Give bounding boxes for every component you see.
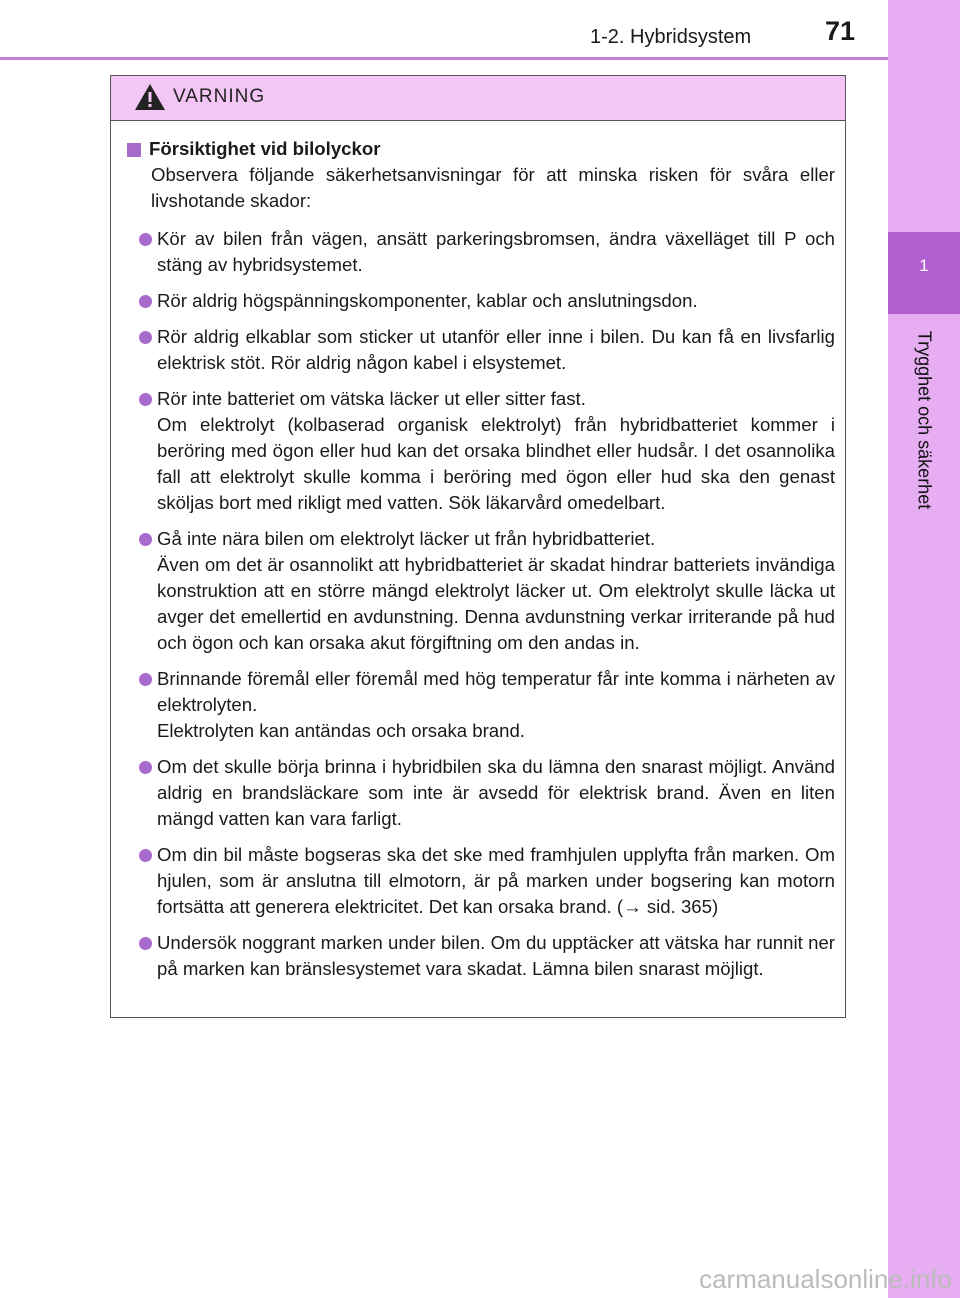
list-item-text: Rör inte batteriet om vätska läcker ut eller sitter fast. [157, 388, 586, 409]
section-title: 1-2. Hybridsystem [590, 26, 752, 48]
list-item [127, 666, 835, 744]
list-item-text: Gå inte nära bilen om elektrolyt läcker ut från hybridbatteriet. [157, 528, 656, 549]
warning-header [111, 76, 845, 121]
round-bullet-icon [139, 533, 152, 546]
round-bullet-icon [139, 393, 152, 406]
warning-triangle-icon [134, 83, 166, 111]
warning-body [111, 136, 845, 982]
list-item [127, 386, 835, 516]
header-divider [0, 57, 888, 60]
list-item [127, 754, 835, 832]
list-item-text: Elektrolyten kan antändas och orsaka brand. [157, 720, 525, 741]
intro-text: Observera följande säkerhetsanvisningar för att minska risken för svåra eller livshotande skador: [151, 164, 835, 211]
square-bullet-icon [127, 143, 141, 157]
list-item [127, 226, 835, 278]
list-item [127, 526, 835, 656]
round-bullet-icon [139, 295, 152, 308]
warning-box [110, 75, 846, 1018]
list-item-text: Om din bil måste bogseras ska det ske med framhjulen upplyfta från marken. Om hjulen, som är anslutna till elmotorn, är på marken under bogsering kan motorn fortsätta att generera elektricitet. Det kan orsaka brand. (→ sid. 365) [157, 844, 835, 917]
list-item [127, 324, 835, 376]
chapter-side-tab [888, 0, 960, 1298]
round-bullet-icon [139, 673, 152, 686]
round-bullet-icon [139, 849, 152, 862]
section-heading-text: Försiktighet vid bilolyckor [149, 138, 381, 159]
list-item [127, 288, 835, 314]
list-item-text: Även om det är osannolikt att hybridbatteriet är skadat hindrar batteriets invändiga konstruktion att en större mängd elektrolyt läcker ut. Om elektrolyt skulle läcka ut avger det emellertid en avdunstning. Denna avdunstning verkar irriterande på hud och ögon och kan orsaka akut förgiftning om den andas in. [157, 554, 835, 653]
list-item-text: Om det skulle börja brinna i hybridbilen ska du lämna den snarast möjligt. Använd aldrig en brandsläckare som inte är avsedd för elektrisk brand. Även en liten mängd vatten kan vara farligt. [157, 756, 835, 829]
page-number: 71 [824, 16, 856, 46]
list-item-text: Om elektrolyt (kolbaserad organisk elektrolyt) från hybridbatteriet kommer i beröring med ögon eller hud kan det orsaka blindhet eller hudsår. I det osannolika fall att elektrolyt skulle komma i beröring med ögon eller hud ska den genast sköljas bort med rikligt med vatten. Sök läkarvård omedelbart. [157, 414, 835, 513]
list-item-text: Rör aldrig högspänningskomponenter, kablar och anslutningsdon. [157, 290, 698, 311]
round-bullet-icon [139, 233, 152, 246]
watermark: carmanualsonline.info [699, 1264, 952, 1294]
warning-list [127, 226, 835, 982]
chapter-label: Trygghet och säkerhet [914, 330, 935, 510]
round-bullet-icon [139, 937, 152, 950]
section-heading [127, 136, 835, 162]
list-item-text: Rör aldrig elkablar som sticker ut utanför eller inne i bilen. Du kan få en livsfarlig elektrisk stöt. Rör aldrig någon kabel i elsystemet. [157, 326, 835, 373]
round-bullet-icon [139, 761, 152, 774]
chapter-number: 1 [919, 256, 929, 275]
list-item [127, 930, 835, 982]
list-item-text: Kör av bilen från vägen, ansätt parkeringsbromsen, ändra växelläget till P och stäng av hybridsystemet. [157, 228, 835, 275]
round-bullet-icon [139, 331, 152, 344]
list-item [127, 842, 835, 920]
warning-title: VARNING [173, 86, 266, 107]
list-item-text: Brinnande föremål eller föremål med hög temperatur får inte komma i närheten av elektrolyten. [157, 668, 835, 715]
list-item-text: Undersök noggrant marken under bilen. Om du upptäcker att vätska har runnit ner på marken kan bränslesystemet vara skadat. Lämna bilen snarast möjligt. [157, 932, 835, 979]
